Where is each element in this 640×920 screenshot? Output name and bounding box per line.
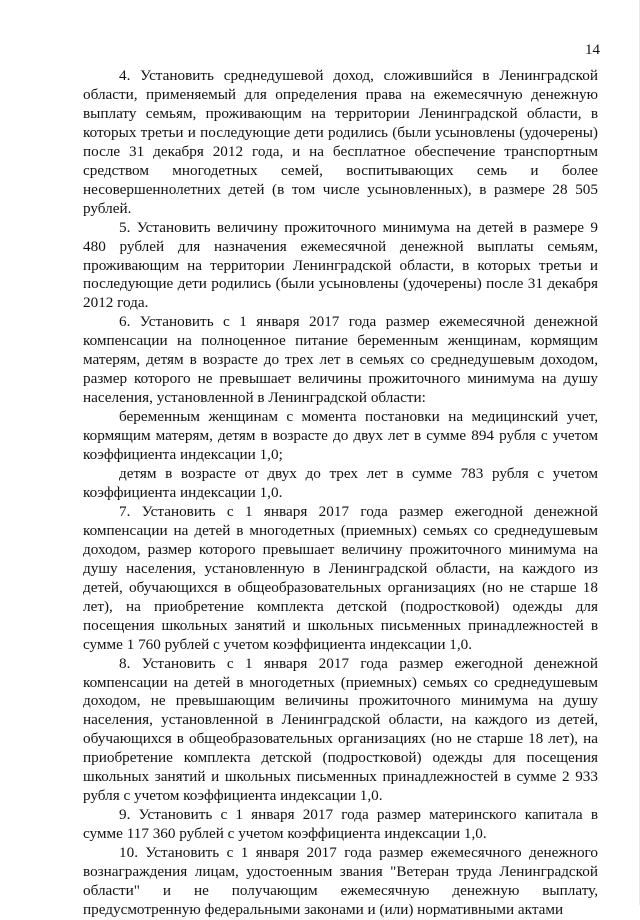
paragraph-item-6-pregnant: беременным женщинам с момента постановки на медицинский учет, кормящим матерям, детям в возрасте до двух лет в сумме 894 рубля с учетом коэффициента индексации 1,0; bbox=[83, 408, 598, 464]
paragraph-item-10: 10. Установить с 1 января 2017 года размер ежемесячного денежного вознаграждения лицам, удостоенным звания "Ветеран труда Ленинградской области" и не получающим ежемесячную денежную выплату, предусмотренную федеральными законами и (или) нормативными актами bbox=[83, 844, 598, 918]
paragraph-item-7: 7. Установить с 1 января 2017 года размер ежегодной денежной компенсации на детей в многодетных (приемных) семьях со среднедушевым доходом, размер которого превышает величину прожиточного минимума на душу населения, установленную в Ленинградской области, на каждого из детей, обучающихся в общеобразовательных организациях (но не старше 18 лет), на приобретение комплекта детской (подростковой) одежды для посещения школьных занятий и школьных письменных принадлежностей в сумме 1 760 рублей с учетом коэффициента индексации 1,0. bbox=[83, 502, 598, 653]
paragraph-item-5: 5. Установить величину прожиточного минимума на детей в размере 9 480 рублей для назначения ежемесячной денежной выплаты семьям, проживающим на территории Ленинградской области, в которых третьи и последующие дети родились (были усыновлены (удочерены) после 31 декабря 2012 года. bbox=[83, 218, 598, 312]
paragraph-item-8: 8. Установить с 1 января 2017 года размер ежегодной денежной компенсации на детей в многодетных (приемных) семьях со среднедушевым доходом, не превышающим величины прожиточного минимума на душу населения, установленной в Ленинградской области, на каждого из детей, обучающихся в общеобразовательных организациях (но не старше 18 лет), на приобретение комплекта детской (подростковой) одежды для посещения школьных занятий и школьных письменных принадлежностей в сумме 2 933 рубля с учетом коэффициента индексации 1,0. bbox=[83, 654, 598, 805]
paragraph-item-6: 6. Установить с 1 января 2017 года размер ежемесячной денежной компенсации на полноценное питание беременным женщинам, кормящим матерям, детям в возрасте до трех лет в семьях со среднедушевым доходом, размер которого не превышает величины прожиточного минимума на душу населения, установленной в Ленинградской области: bbox=[83, 313, 598, 407]
page-number: 14 bbox=[585, 42, 600, 58]
document-body bbox=[83, 67, 598, 920]
paragraph-item-6-children: детям в возрасте от двух до трех лет в сумме 783 рубля с учетом коэффициента индексации 1,0. bbox=[83, 465, 598, 501]
paragraph-item-9: 9. Установить с 1 января 2017 года размер материнского капитала в сумме 117 360 рублей с учетом коэффициента индексации 1,0. bbox=[83, 806, 598, 843]
paragraph-item-4: 4. Установить среднедушевой доход, сложившийся в Ленинградской области, применяемый для определения права на ежемесячную денежную выплату семьям, проживающим на территории Ленинградской области, в которых третьи и последующие дети родились (были усыновлены (удочерены) после 31 декабря 2012 года, и на бесплатное обеспечение транспортным средством многодетных семей, воспитывающих семь и более несовершеннолетних детей (в том числе усыновленных), в размере 28 505 рублей. bbox=[83, 67, 598, 217]
